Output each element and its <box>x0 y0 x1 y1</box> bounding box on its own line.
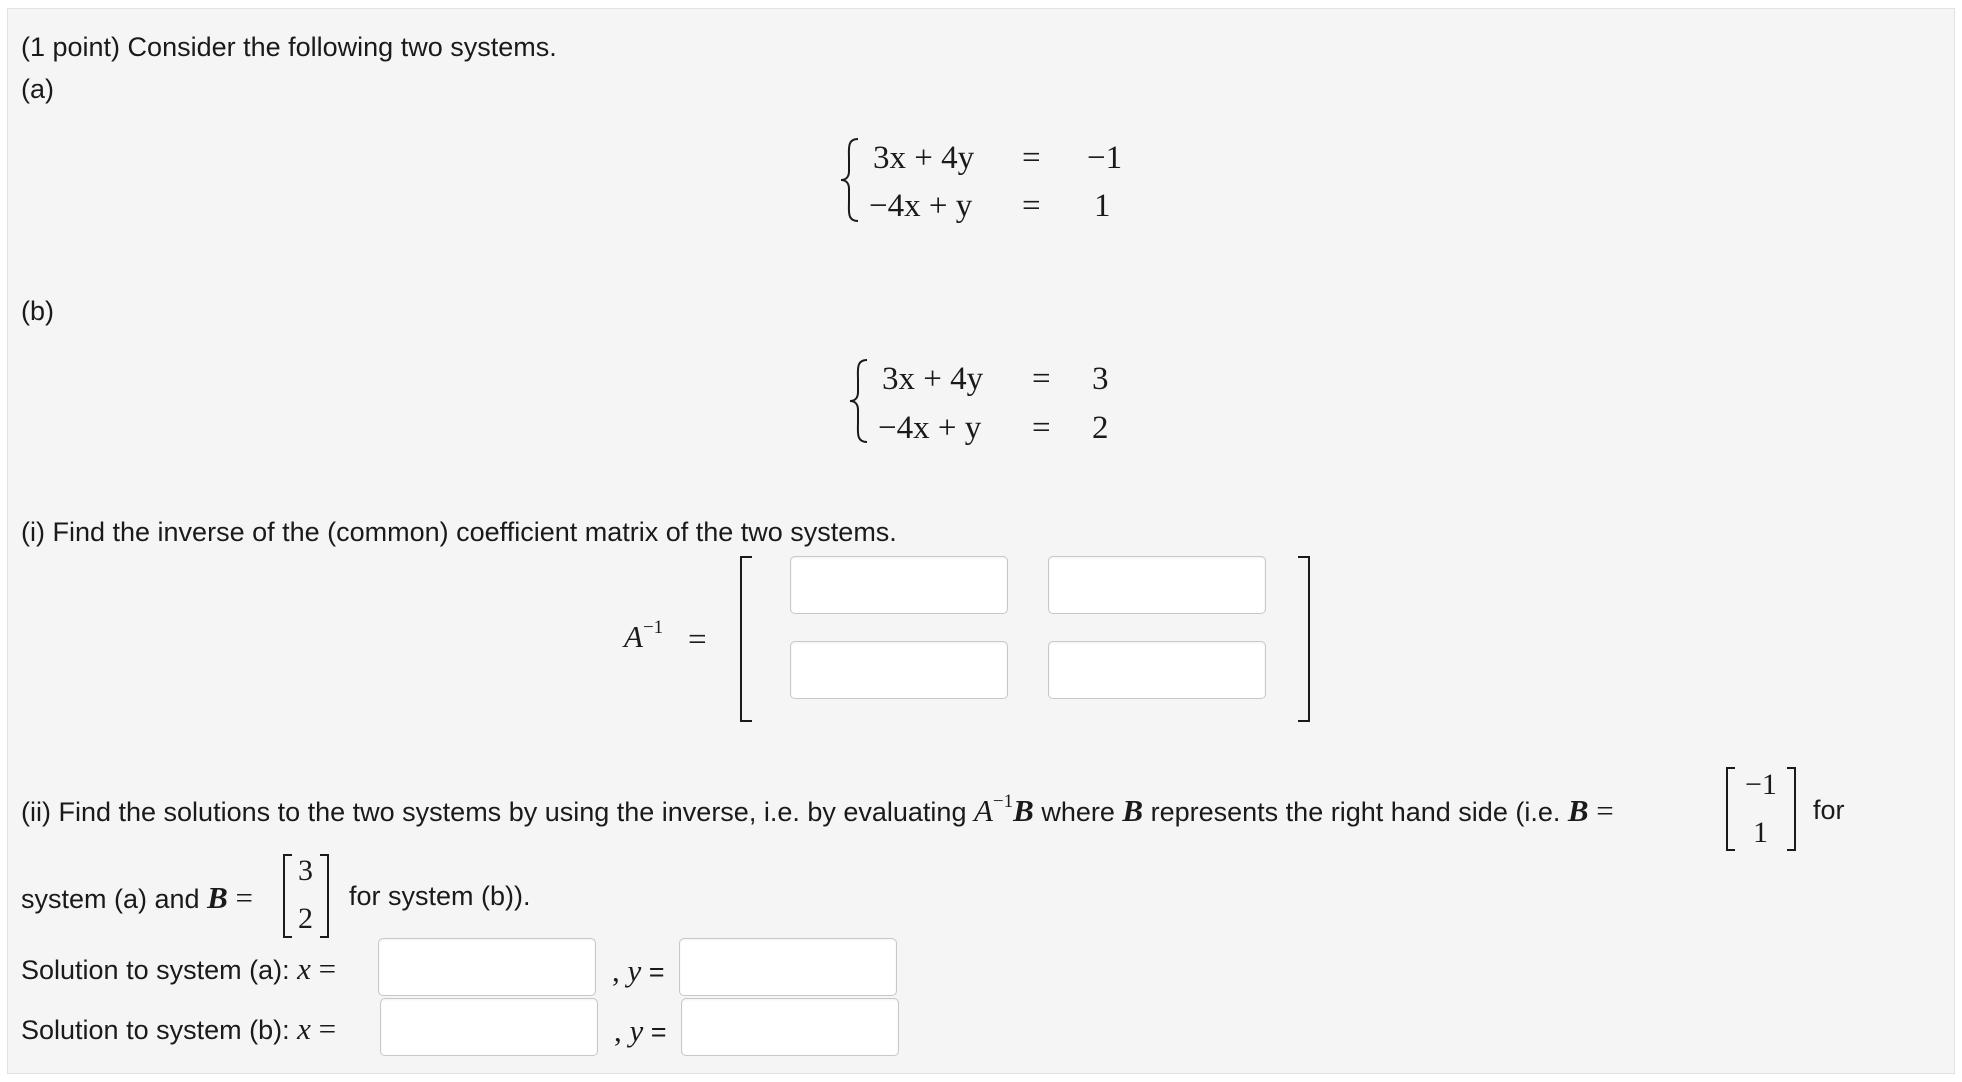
system-b-eq2-lhs: −4x + y <box>878 410 982 446</box>
system-b-eq1-equals: = <box>1032 361 1051 397</box>
vec-a-bottom: 1 <box>1753 816 1768 849</box>
vec-a-top: −1 <box>1745 768 1777 801</box>
question-i-text: (i) Find the inverse of the (common) coefficient matrix of the two systems. <box>21 517 897 547</box>
inverse-a12-input[interactable] <box>1048 556 1266 614</box>
vec-b-left-bracket <box>282 853 294 939</box>
system-b-eq1-lhs: 3x + 4y <box>882 361 984 397</box>
solution-a-label: Solution to system (a): x = <box>21 951 337 986</box>
inverse-a22-input[interactable] <box>1048 641 1266 699</box>
matrix-right-bracket <box>1296 555 1312 723</box>
vec-a-right-bracket <box>1785 766 1797 852</box>
vec-b-bottom: 2 <box>298 902 313 935</box>
solution-a-y-input[interactable] <box>679 938 897 996</box>
inverse-equals: = <box>688 622 707 658</box>
solution-b-label: Solution to system (b): x = <box>21 1011 337 1046</box>
solution-a-x-input[interactable] <box>378 938 596 996</box>
inverse-a11-input[interactable] <box>790 556 1008 614</box>
system-a-eq1-lhs: 3x + 4y <box>873 140 975 176</box>
system-a-brace <box>838 137 862 223</box>
solution-b-y-input[interactable] <box>681 998 899 1056</box>
question-ii-line2-prefix: system (a) and B = <box>21 880 253 915</box>
system-b-brace <box>847 358 871 444</box>
question-ii-for: for <box>1813 795 1845 825</box>
vec-b-right-bracket <box>318 853 330 939</box>
part-b-label: (b) <box>21 296 54 326</box>
part-a-label: (a) <box>21 74 54 104</box>
system-a-eq1-equals: = <box>1022 140 1041 176</box>
vec-a-left-bracket <box>1725 766 1737 852</box>
problem-header: (1 point) Consider the following two systems. <box>21 32 557 62</box>
system-a-eq1-rhs: −1 <box>1087 140 1123 176</box>
system-b-eq1-rhs: 3 <box>1092 361 1109 397</box>
question-ii-line1: (ii) Find the solutions to the two systems by using the inverse, i.e. by evaluating $A^{-1}B$ where B represents the right hand side (i.e. B = <box>21 791 1614 828</box>
solution-b-y-label: , y = <box>614 1013 667 1048</box>
vec-b-top: 3 <box>298 854 313 887</box>
solution-a-y-label: , y = <box>612 953 665 988</box>
matrix-left-bracket <box>738 555 754 723</box>
system-b-eq2-rhs: 2 <box>1092 410 1109 446</box>
solution-b-x-input[interactable] <box>380 998 598 1056</box>
inverse-matrix-label: $A^{-1}$ <box>624 617 664 654</box>
inverse-a21-input[interactable] <box>790 641 1008 699</box>
question-ii-line2-suffix: for system (b)). <box>349 881 531 911</box>
system-a-eq2-equals: = <box>1022 188 1041 224</box>
system-b-eq2-equals: = <box>1032 410 1051 446</box>
system-a-eq2-rhs: 1 <box>1094 188 1111 224</box>
system-a-eq2-lhs: −4x + y <box>869 188 973 224</box>
